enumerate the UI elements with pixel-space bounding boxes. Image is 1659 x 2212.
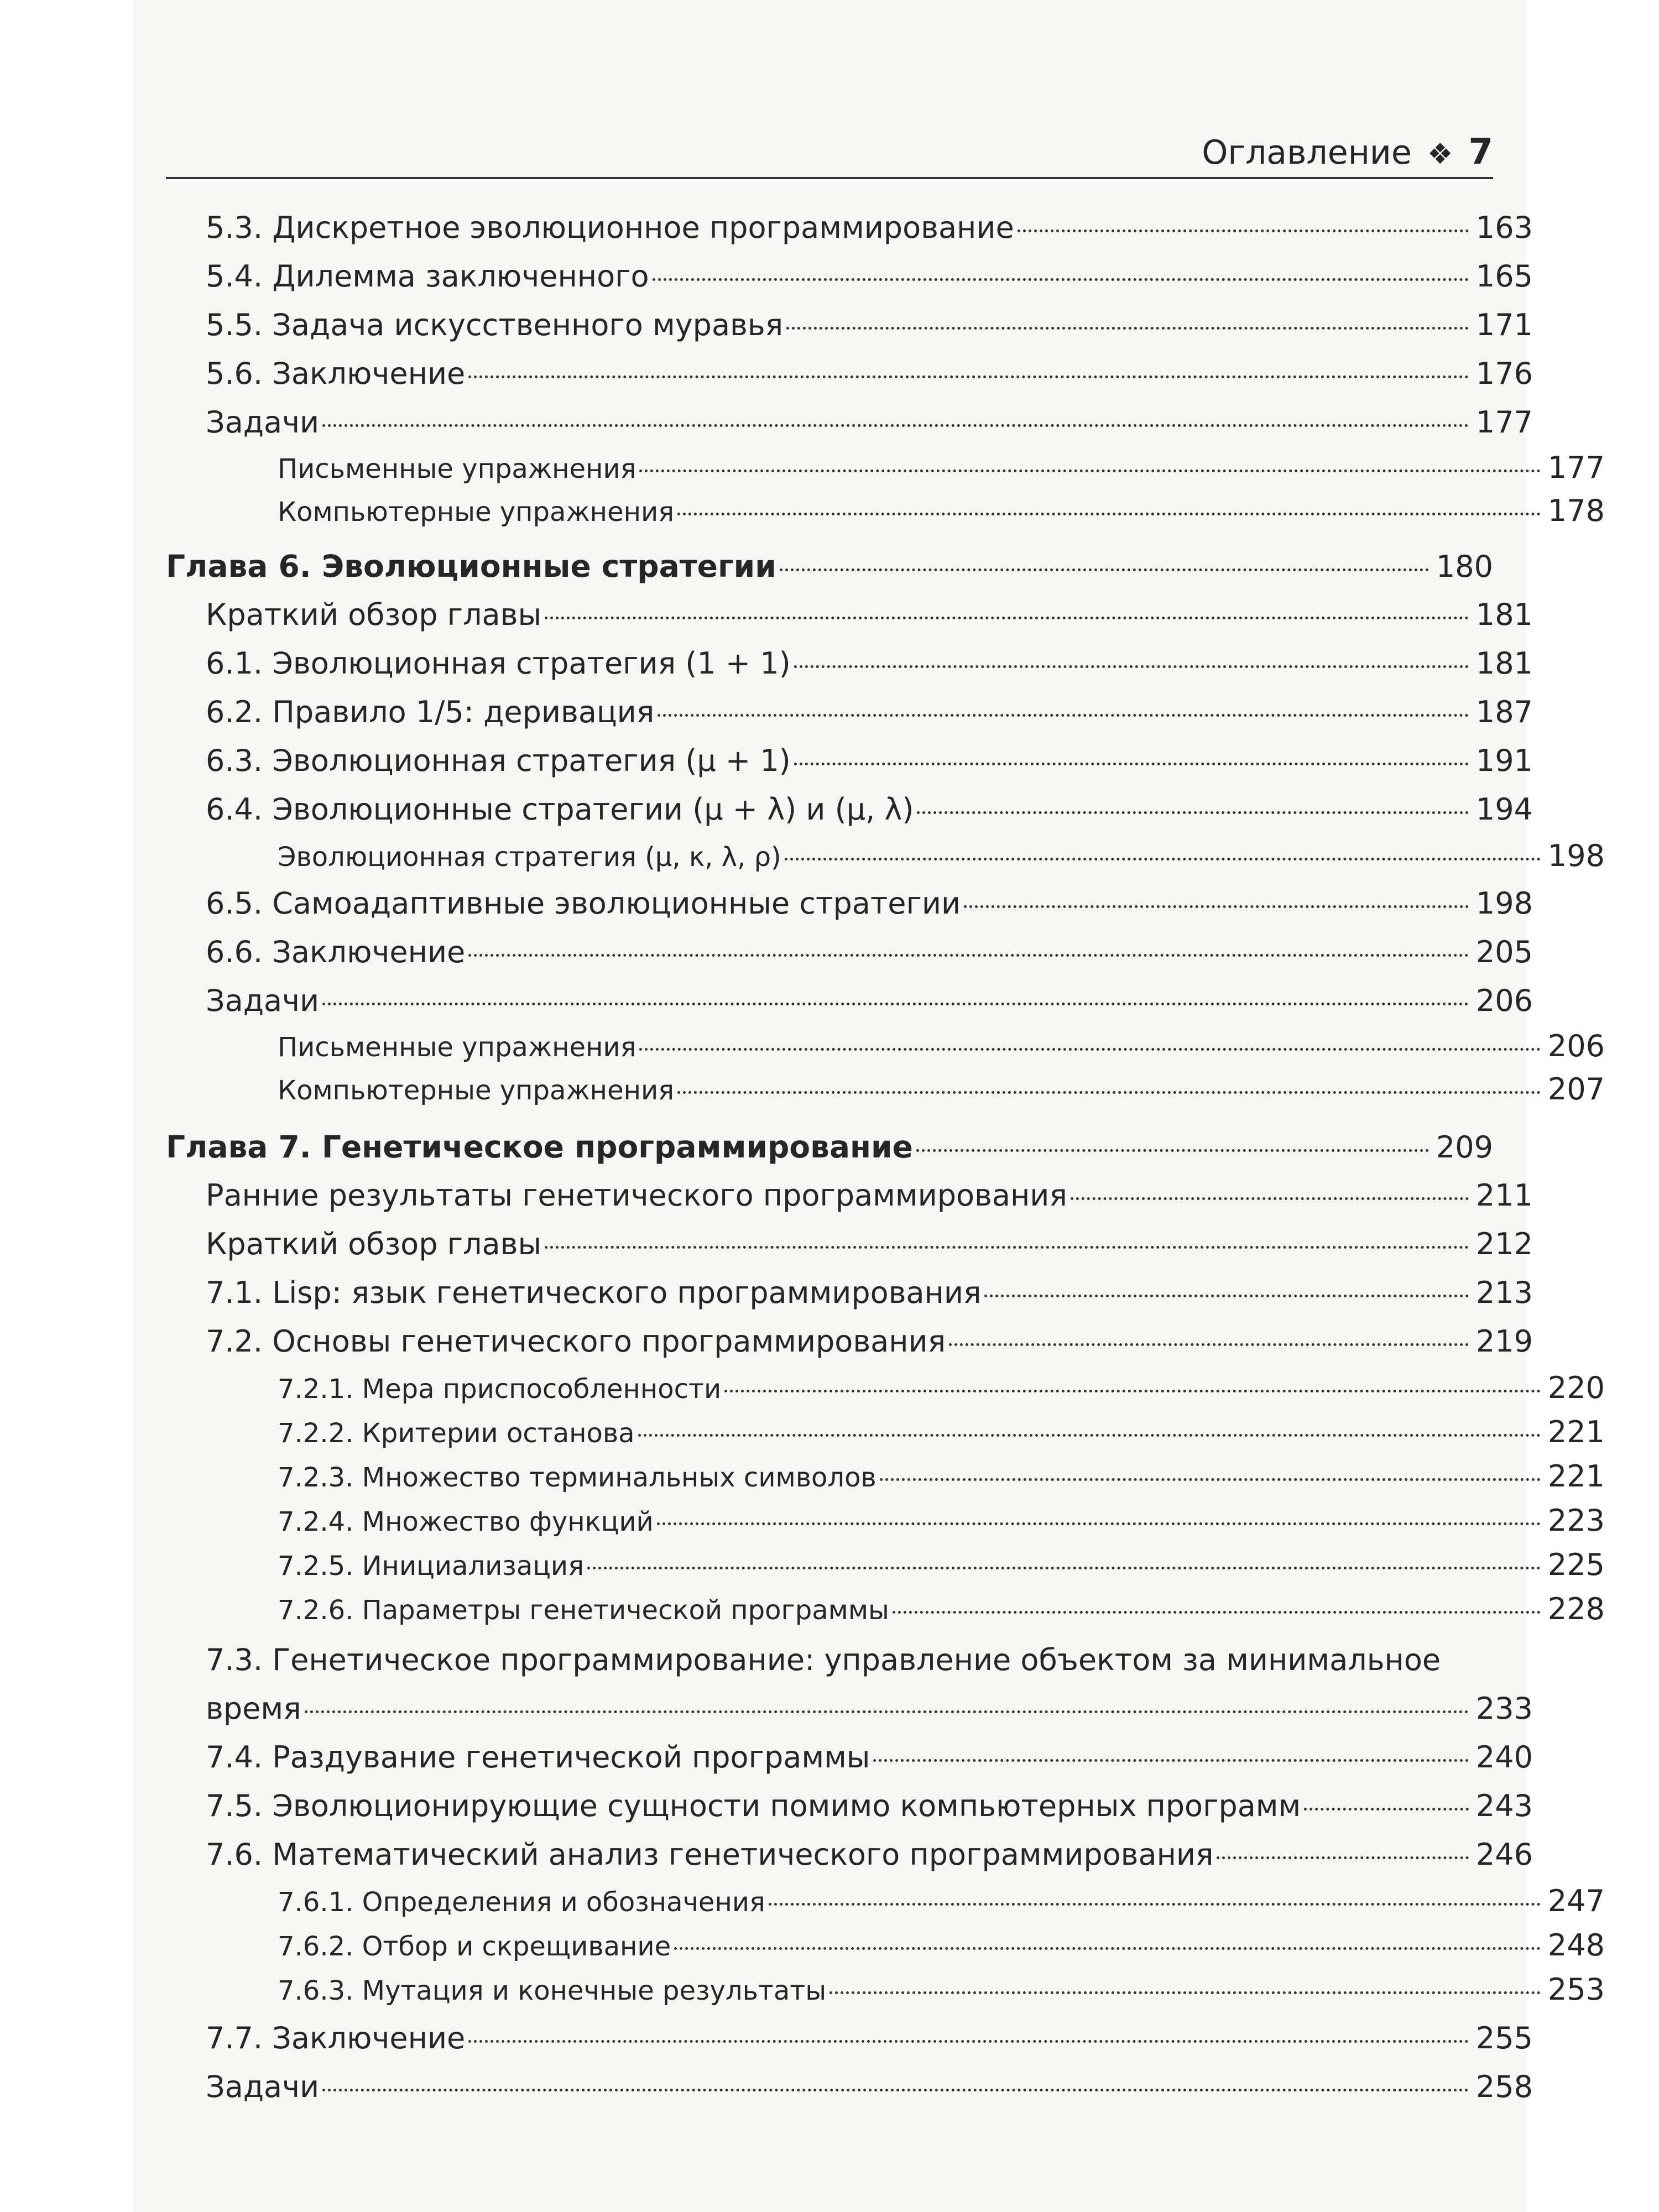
toc-entry-title: 5.3. Дискретное эволюционное программирование	[206, 210, 1014, 245]
toc-entry-title: 5.6. Заключение	[206, 356, 466, 391]
toc-entry-title: Краткий обзор главы	[206, 1227, 542, 1261]
toc-entry[interactable]	[166, 405, 1533, 440]
toc-entry-page: 181	[1475, 597, 1533, 632]
toc-entry-title: Компьютерные упражнения	[278, 1075, 675, 1106]
leader-dots	[786, 327, 1469, 330]
leader-dots	[830, 1991, 1541, 1994]
toc-entry-page: 198	[1475, 886, 1533, 921]
toc-entry-page: 258	[1475, 2069, 1533, 2104]
toc-entry[interactable]	[166, 935, 1533, 969]
toc-entry-title: 7.2.2. Критерии останова	[278, 1418, 635, 1449]
toc-entry-title: 6.3. Эволюционная стратегия (μ + 1)	[206, 743, 791, 778]
toc-entry-page: 228	[1547, 1592, 1605, 1626]
toc-entry-title: 7.6.1. Определения и обозначения	[278, 1887, 765, 1918]
toc-entry-page: 233	[1475, 1691, 1533, 1726]
toc-entry-page: 253	[1547, 1972, 1605, 2007]
leader-dots	[724, 1390, 1541, 1392]
leader-dots	[785, 858, 1541, 860]
toc-entry-title: 7.6.2. Отбор и скрещивание	[278, 1931, 671, 1962]
toc-entry-title: 6.4. Эволюционные стратегии (μ + λ) и (μ, λ)	[206, 792, 914, 827]
toc-entry[interactable]	[166, 983, 1533, 1018]
toc-entry-title: Задачи	[206, 2069, 320, 2104]
toc-entry-title-line2: время	[206, 1691, 301, 1726]
leader-dots	[794, 665, 1469, 668]
toc-entry-title: Письменные упражнения	[278, 1032, 637, 1063]
toc-entry-page: 248	[1547, 1928, 1605, 1963]
toc-entry[interactable]	[166, 1503, 1605, 1538]
toc-entry-page: 213	[1475, 1275, 1533, 1310]
toc-entry-title-line1[interactable]: 7.3. Генетическое программирование: управление объектом за минимальное	[206, 1642, 1441, 1677]
toc-entry-page: 181	[1475, 646, 1533, 681]
toc-entry[interactable]	[166, 210, 1533, 245]
toc-entry-page: 205	[1475, 935, 1533, 969]
toc-entry[interactable]	[166, 1029, 1605, 1063]
toc-entry-page: 206	[1475, 983, 1533, 1018]
leader-dots	[964, 905, 1469, 908]
toc-entry[interactable]	[166, 2069, 1533, 2104]
toc-entry[interactable]	[166, 1227, 1533, 1261]
toc-entry-page: 240	[1475, 1740, 1533, 1775]
toc-entry[interactable]	[166, 1275, 1533, 1310]
toc-entry-title: 7.5. Эволюционирующие сущности помимо компьютерных программ	[206, 1788, 1301, 1823]
toc-entry-title: Задачи	[206, 405, 320, 440]
toc-entry-page: 221	[1547, 1459, 1605, 1494]
toc-chapter-entry[interactable]	[166, 549, 1493, 584]
toc-entry[interactable]	[166, 1972, 1605, 2007]
toc-entry-page: 246	[1475, 1837, 1533, 1872]
toc-entry[interactable]	[166, 1837, 1533, 1872]
toc-entry-page: 206	[1547, 1029, 1605, 1063]
toc-entry[interactable]	[166, 597, 1533, 632]
leader-dots	[677, 513, 1541, 515]
leader-dots	[1304, 1808, 1469, 1811]
toc-entry-title: 6.5. Самоадаптивные эволюционные стратегии	[206, 886, 961, 921]
toc-entry-page: 171	[1475, 307, 1533, 342]
toc-entry-title: 7.2.4. Множество функций	[278, 1506, 654, 1537]
toc-entry-title: 7.6. Математический анализ генетического программирования	[206, 1837, 1214, 1872]
toc-entry-page: 221	[1547, 1415, 1605, 1449]
toc-entry-page: 177	[1475, 405, 1533, 440]
toc-entry-page: 176	[1475, 356, 1533, 391]
toc-entry[interactable]	[166, 2021, 1533, 2056]
toc-entry-title: 7.2.5. Инициализация	[278, 1551, 584, 1582]
toc-entry[interactable]	[166, 493, 1605, 528]
leader-dots	[1217, 1856, 1469, 1859]
leader-dots	[639, 1048, 1541, 1051]
leader-dots	[653, 278, 1469, 281]
toc-entry[interactable]	[166, 695, 1533, 729]
leader-dots	[545, 1246, 1469, 1249]
toc-entry-title: 7.6.3. Мутация и конечные результаты	[278, 1975, 827, 2006]
toc-entry-page: 211	[1475, 1178, 1533, 1213]
toc-entry[interactable]	[166, 1592, 1605, 1626]
toc-entry[interactable]	[166, 1691, 1533, 1726]
leader-dots	[769, 1903, 1541, 1906]
leader-dots	[468, 375, 1469, 378]
leader-dots	[674, 1947, 1541, 1950]
toc-entry-title: 5.4. Дилемма заключенного	[206, 259, 649, 294]
toc-entry-title: Краткий обзор главы	[206, 597, 542, 632]
toc-entry-page: 198	[1547, 838, 1605, 873]
leader-dots	[780, 568, 1429, 571]
toc-entry-title: Задачи	[206, 983, 320, 1018]
toc-entry-title: 7.2.3. Множество терминальных символов	[278, 1462, 877, 1493]
toc-entry[interactable]	[166, 792, 1533, 827]
toc-entry-title: 6.6. Заключение	[206, 935, 466, 969]
leader-dots	[794, 763, 1469, 765]
toc-entry-title: 7.2.1. Мера приспособленности	[278, 1374, 722, 1405]
toc-entry-title: Ранние результаты генетического программирования	[206, 1178, 1067, 1213]
leader-dots	[322, 1003, 1469, 1005]
toc-entry[interactable]	[166, 1459, 1605, 1494]
toc-entry[interactable]	[166, 646, 1533, 681]
toc-entry-page: 194	[1475, 792, 1533, 827]
toc-entry-title: Эволюционная стратегия (μ, κ, λ, ρ)	[278, 842, 781, 873]
toc-entry-title: Глава 6. Эволюционные стратегии	[166, 549, 776, 584]
toc-entry-page: 163	[1475, 210, 1533, 245]
toc-entry-page: 187	[1475, 695, 1533, 729]
toc-entry-page: 177	[1547, 450, 1605, 485]
toc-entry-title: 7.1. Lisp: язык генетического программирования	[206, 1275, 982, 1310]
leader-dots	[1018, 229, 1469, 232]
toc-entry[interactable]	[166, 450, 1605, 485]
toc-entry-page: 212	[1475, 1227, 1533, 1261]
toc-entry[interactable]	[166, 743, 1533, 778]
leader-dots	[468, 954, 1469, 957]
leader-dots	[638, 1434, 1541, 1437]
toc-entry[interactable]	[166, 1884, 1605, 1918]
toc-entry-title: 5.5. Задача искусственного муравья	[206, 307, 784, 342]
toc-entry-title: 7.2. Основы генетического программирования	[206, 1324, 946, 1359]
toc-entry-page: 220	[1547, 1370, 1605, 1405]
toc-entry-title: 7.2.6. Параметры генетической программы	[278, 1595, 889, 1626]
toc-entry-title: Глава 7. Генетическое программирование	[166, 1129, 913, 1165]
leader-dots	[873, 1759, 1469, 1762]
leader-dots	[305, 1710, 1469, 1713]
leader-dots	[658, 714, 1469, 717]
toc-entry-title: Компьютерные упражнения	[278, 497, 675, 528]
toc-entry[interactable]	[166, 307, 1533, 342]
toc-entry-page: 225	[1547, 1547, 1605, 1582]
toc-chapter-entry[interactable]	[166, 1129, 1493, 1165]
leader-dots	[468, 2040, 1469, 2043]
toc-entry[interactable]	[166, 259, 1533, 294]
toc-entry-page: 191	[1475, 743, 1533, 778]
header-page-number: 7	[1468, 132, 1493, 173]
leader-dots	[917, 811, 1469, 814]
running-header	[166, 122, 1493, 179]
toc-entry[interactable]	[166, 1370, 1605, 1405]
leader-dots	[545, 617, 1469, 619]
toc-entry[interactable]	[166, 1324, 1533, 1359]
toc-entry-page: 219	[1475, 1324, 1533, 1359]
leader-dots	[916, 1149, 1429, 1152]
toc-entry[interactable]	[166, 1788, 1533, 1823]
toc-entry[interactable]	[166, 356, 1533, 391]
toc-entry-title: 7.7. Заключение	[206, 2021, 466, 2056]
leader-dots	[893, 1611, 1541, 1614]
leader-dots	[657, 1522, 1541, 1525]
toc-entry-page: 165	[1475, 259, 1533, 294]
toc-entry-title: 7.4. Раздувание генетической программы	[206, 1740, 870, 1775]
toc-entry-page: 180	[1436, 549, 1493, 584]
header-separator-icon: ❖	[1427, 138, 1453, 171]
toc-entry-title: 6.1. Эволюционная стратегия (1 + 1)	[206, 646, 791, 681]
leader-dots	[880, 1478, 1541, 1481]
toc-entry-title: 6.2. Правило 1/5: деривация	[206, 695, 655, 729]
header-title: Оглавление	[1202, 133, 1412, 172]
leader-dots	[677, 1091, 1541, 1094]
leader-dots	[639, 469, 1541, 472]
toc-entry-page: 209	[1436, 1130, 1493, 1165]
toc-entry[interactable]	[166, 1740, 1533, 1775]
leader-dots	[984, 1295, 1469, 1297]
toc-entry-page: 207	[1547, 1072, 1605, 1107]
toc-entry-page: 255	[1475, 2021, 1533, 2056]
toc-entry-page: 178	[1547, 493, 1605, 528]
leader-dots	[587, 1567, 1541, 1569]
leader-dots	[322, 2089, 1469, 2091]
toc-entry[interactable]	[166, 1072, 1605, 1107]
toc-entry[interactable]	[166, 1178, 1533, 1213]
toc-entry[interactable]	[166, 838, 1605, 873]
leader-dots	[1071, 1197, 1469, 1200]
toc-entry-page: 223	[1547, 1503, 1605, 1538]
toc-entry-page: 247	[1547, 1884, 1605, 1918]
toc-entry[interactable]	[166, 886, 1533, 921]
toc-entry[interactable]	[166, 1928, 1605, 1963]
leader-dots	[322, 424, 1469, 427]
toc-entry-page: 243	[1475, 1788, 1533, 1823]
toc-entry[interactable]	[166, 1547, 1605, 1582]
toc-entry-title: Письменные упражнения	[278, 453, 637, 484]
leader-dots	[949, 1343, 1469, 1346]
toc-entry[interactable]	[166, 1415, 1605, 1449]
